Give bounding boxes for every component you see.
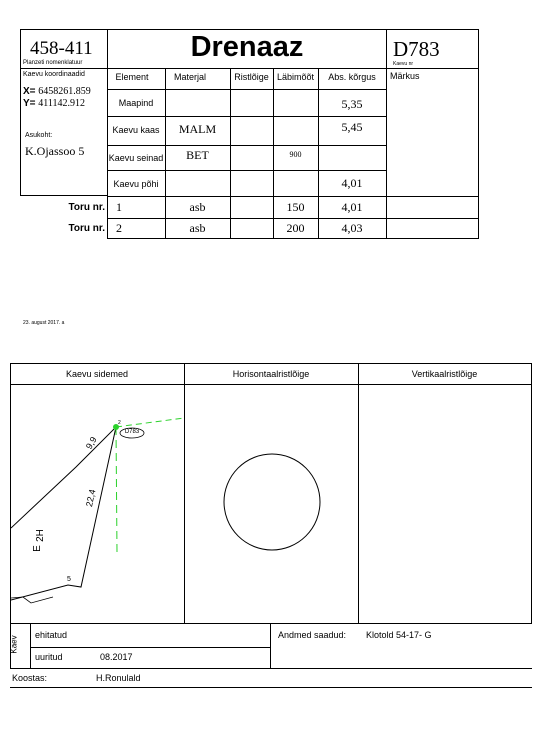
row-element: Kaevu põhi: [113, 179, 159, 189]
x-label: X=: [23, 86, 36, 97]
card-title: Drenaaz: [190, 31, 304, 63]
pipe-material: asb: [189, 221, 206, 235]
label-2: 2: [118, 420, 121, 426]
row-elevation: 4,01: [341, 176, 363, 190]
pipe-elevation: 4,03: [341, 221, 363, 235]
row-material: BET: [186, 148, 209, 162]
x-coordinate: [23, 86, 91, 97]
pipe-number: 1: [116, 200, 122, 214]
row-diameter: 900: [289, 150, 302, 159]
label-9-9: 9,9: [83, 435, 99, 451]
y-value: 411142.912: [38, 98, 86, 109]
row-element: Kaevu kaas: [112, 125, 160, 135]
pipe-elevation: 4,01: [341, 200, 363, 214]
date-text: 23. august 2017. a: [23, 320, 65, 326]
horizontal-section: [185, 385, 358, 623]
pipe-label: Toru nr.: [68, 202, 105, 213]
row-elevation: 5,45: [341, 120, 363, 134]
y-coordinate: [23, 98, 85, 109]
pipe-label: Toru nr.: [68, 223, 105, 234]
well-id: D783: [393, 37, 440, 61]
pipe-number: 2: [116, 221, 122, 235]
label-22-4: 22,4: [84, 488, 98, 508]
side-label: Kaev: [9, 635, 19, 654]
row-material: MALM: [178, 122, 217, 136]
surveyed-label: uuritud: [35, 652, 63, 662]
source-value: Klotold 54-17- G: [366, 630, 432, 640]
label-e: E: [31, 545, 43, 552]
well-circle: [224, 454, 320, 550]
surveyed-value: 08.2017: [100, 652, 133, 662]
built-label: ehitatud: [35, 630, 68, 640]
location-label: Asukoht:: [25, 132, 53, 139]
x-value: 6458261.859: [38, 86, 91, 97]
row-elevation: 5,35: [341, 97, 363, 111]
header-remarks: Märkus: [390, 71, 420, 81]
green-dash-vertical: [116, 427, 117, 553]
sheet-code: 458-411: [30, 38, 93, 59]
row-element: Kaevu seinad: [108, 153, 164, 163]
header-material: Materjal: [173, 72, 206, 82]
pipe-diameter: 200: [286, 221, 305, 235]
header-diameter: Läbimõõt: [276, 72, 315, 82]
header-section: Ristlõige: [234, 72, 269, 82]
header-elevation: Abs. kõrgus: [328, 72, 376, 82]
panel-title-horizontal: Horisontaalristlõige: [232, 369, 310, 379]
source-label: Andmed saadud:: [278, 630, 347, 640]
building-outline: [11, 427, 116, 600]
well-id-label: Kaevu nr: [393, 61, 414, 67]
green-dash-horizontal: [116, 418, 184, 427]
panel-title-vertical: Vertikaalristlõige: [411, 369, 478, 379]
row-element: Maapind: [118, 98, 154, 108]
location-value: K.Ojassoo 5: [25, 144, 85, 158]
compiled-value: H.Ronulald: [96, 673, 141, 683]
label-well-id: D783: [124, 429, 140, 435]
label-2h: 2H: [34, 529, 46, 542]
ties-sketch: [11, 385, 184, 623]
sheet-code-label: Planzeti nomenklatuur: [23, 60, 83, 66]
pipe-diameter: 150: [286, 200, 305, 214]
pipe-material: asb: [189, 200, 206, 214]
label-5: 5: [67, 576, 71, 583]
compiled-label: Koostas:: [12, 673, 48, 683]
coord-label: Kaevu koordinaadid: [23, 71, 85, 78]
y-label: Y=: [23, 98, 36, 109]
header-element: Element: [115, 72, 149, 82]
panel-title-ties: Kaevu sidemed: [65, 369, 129, 379]
